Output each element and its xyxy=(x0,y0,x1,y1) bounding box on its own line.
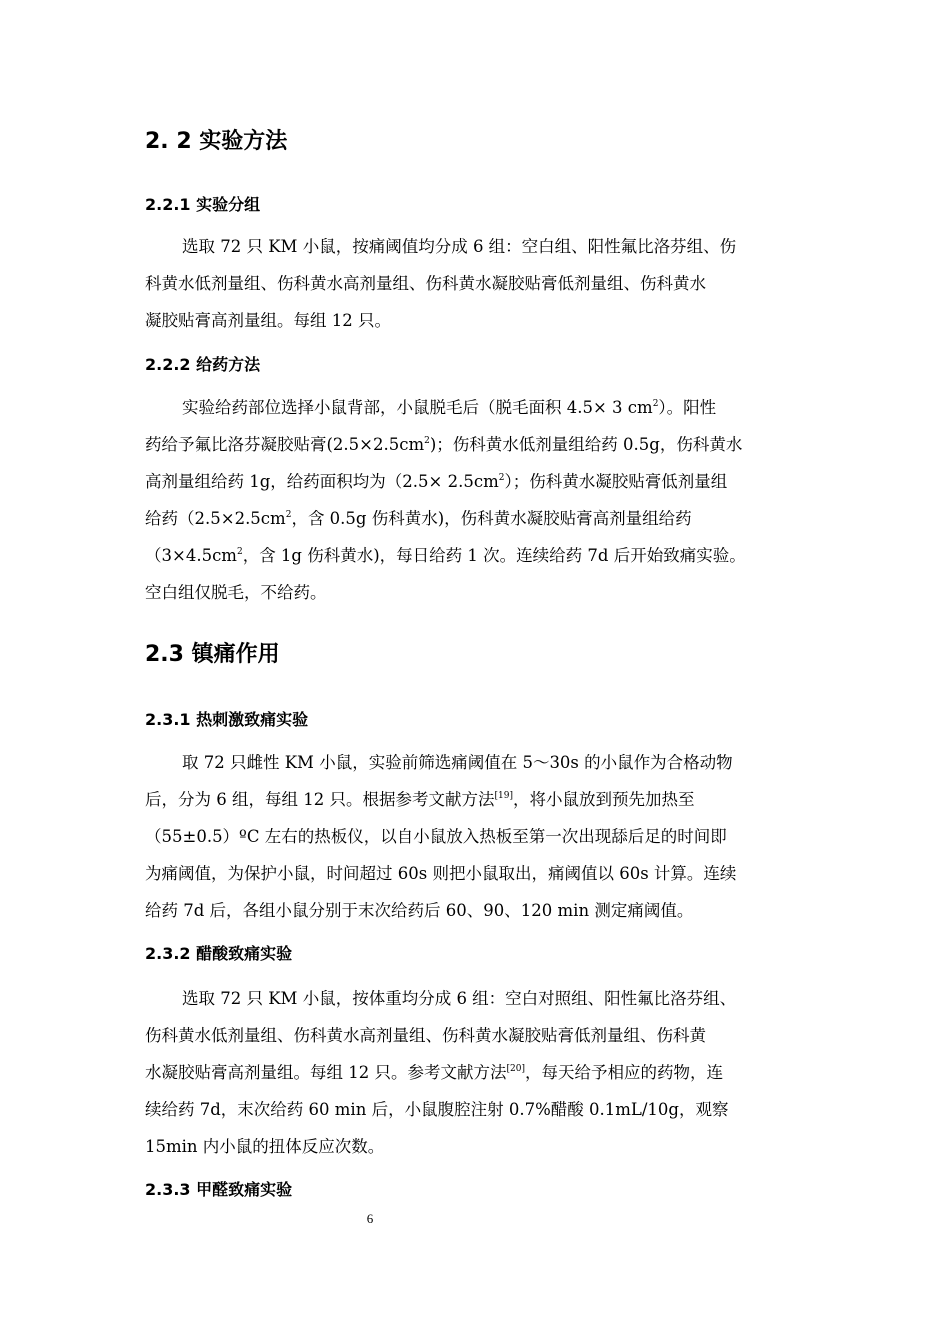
subsection-2-3-2-heading: 2.3.2 醋酸致痛实验 xyxy=(145,944,293,963)
section-2-2-heading: 2. 2 实验方法 xyxy=(145,129,288,154)
text-line: 后，分为 6 组，每组 12 只。根据参考文献方法[19]，将小鼠放到预先加热至 xyxy=(145,790,695,809)
text-line: 高剂量组给药 1g，给药面积均为$(2.5\times 2.5cm^2)$；伤科黄水凝胶贴膏低剂量组 xyxy=(145,472,728,491)
text-line: 为痛阈值，为保护小鼠，时间超过 60s 则把小鼠取出，痛阈值以 60s 计算。连续 xyxy=(145,864,737,883)
superscript: 2 xyxy=(285,510,292,520)
text-line: 给药 7d 后，各组小鼠分别于末次给药后 60、90、120 min 测定痛阈值。 xyxy=(145,901,694,920)
text-line: 空白组仅脱毛，不给药。 xyxy=(145,583,327,602)
text-line: 实验给药部位选择小鼠背部，小鼠脱毛后（脱毛面积 4.5× 3 $cm^2$）。阳性 xyxy=(182,398,717,417)
subsection-2-3-3-heading: 2.3.3 甲醛致痛实验 xyxy=(145,1180,293,1199)
subsection-2-3-1-heading: 2.3.1 热刺激致痛实验 xyxy=(145,710,309,729)
superscript: 2 xyxy=(498,473,505,483)
citation-superscript: [20] xyxy=(506,1064,525,1074)
text-line: 15min 内小鼠的扭体反应次数。 xyxy=(145,1137,385,1156)
paragraph-dosing xyxy=(145,389,810,611)
text-line: 水凝胶贴膏高剂量组。每组 12 只。参考文献方法[20]，每天给予相应的药物，连 xyxy=(145,1063,723,1082)
paragraph-hot-plate xyxy=(145,744,810,929)
text-line: 伤科黄水低剂量组、伤科黄水高剂量组、伤科黄水凝胶贴膏低剂量组、伤科黄 xyxy=(145,1026,706,1045)
superscript: 2 xyxy=(424,436,430,446)
superscript: 2 xyxy=(652,399,659,409)
page-number: 6 xyxy=(366,1211,374,1226)
text-line: （$3\times 4.5cm^2$，含 1g 伤科黄水)，每日给药 1 次。连续给药 7d 后开始致痛实验。 xyxy=(145,546,746,565)
text-line: 续给药 7d，末次给药 60 min 后，小鼠腹腔注射 0.7%醋酸 0.1mL/10g，观察 xyxy=(145,1100,729,1119)
paragraph-acetic-acid xyxy=(145,980,810,1165)
paragraph-grouping xyxy=(145,228,810,339)
text-line: 取 72 只雌性 KM 小鼠，实验前筛选痛阈值在 5～30s 的小鼠作为合格动物 xyxy=(182,753,733,772)
text-line: 给药（$2.5\times 2.5cm^2$，含 0.5g 伤科黄水)，伤科黄水凝胶贴膏高剂量组给药 xyxy=(145,509,692,528)
text-line: 科黄水低剂量组、伤科黄水高剂量组、伤科黄水凝胶贴膏低剂量组、伤科黄水 xyxy=(145,274,706,293)
text-line: （55±0.5）ºC 左右的热板仪，以自小鼠放入热板至第一次出现舔后足的时间即 xyxy=(145,827,727,846)
section-2-3-heading: 2.3 镇痛作用 xyxy=(145,642,280,667)
text-line: 药给予氟比洛芬凝胶贴膏$(2.5\times 2.5cm^2)$；伤科黄水低剂量组给药 0.5g，伤科黄水 xyxy=(145,435,743,454)
subsection-2-2-1-heading: 2.2.1 实验分组 xyxy=(145,195,261,214)
text-line: 选取 72 只 KM 小鼠，按体重均分成 6 组：空白对照组、阳性氟比洛芬组、 xyxy=(182,989,737,1008)
subsection-2-2-2-heading: 2.2.2 给药方法 xyxy=(145,355,261,374)
text-line: 选取 72 只 KM 小鼠，按痛阈值均分成 6 组：空白组、阳性氟比洛芬组、伤 xyxy=(182,237,737,256)
citation-superscript: [19] xyxy=(494,791,513,801)
text-line: 凝胶贴膏高剂量组。每组 12 只。 xyxy=(145,311,391,330)
superscript: 2 xyxy=(236,547,243,557)
